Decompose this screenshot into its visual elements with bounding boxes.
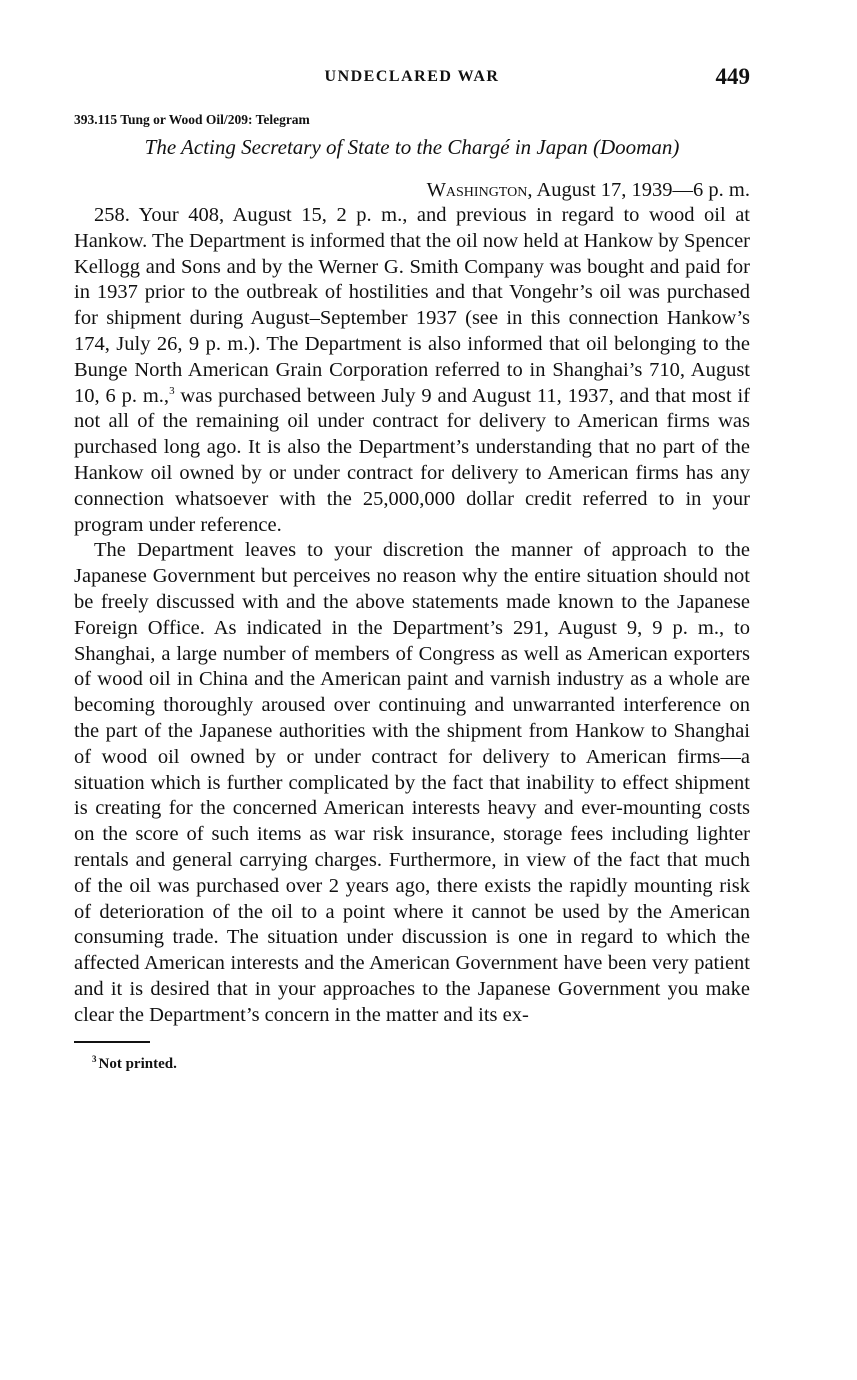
paragraph-2: The Department leaves to your discretion the manner of approach to the Japanese Government but perceives no reason why the entire situation should not be freely discussed with and the above statements made known to the Japanese Foreign Office. As indicated in the Department’s 291, August 9, 9 p. m., to Shanghai, a large number of members of Congress as well as American exporters of wood oil in China and the American paint and varnish industry as a whole are becoming thoroughly aroused over continuing and unwarranted interference on the part of the Japanese authorities with the shipment from Hankow to Shanghai of wood oil owned by or under contract for delivery to American firms—a situation which is further complicated by the fact that inability to effect shipment is creating for the concerned American interests heavy and ever-mounting costs on the score of such items as war risk insurance, storage fees including lighter rentals and general carrying charges. Furthermore, in view of the fact that much of the oil was purchased over 2 years ago, there exists the rapidly mounting risk of deterioration of the oil to a point where it cannot be used by the American consuming trade. The situation under discussion is one in regard to which the affected American interests and the American Government have been very patient and it is desired that in your approaches to the Japanese Government you make clear the Department’s concern in the matter and its ex-: [74, 539, 750, 1026]
document-page: [74, 64, 750, 1073]
paragraph-1: [74, 203, 750, 538]
footnote-reference: 3: [169, 384, 175, 397]
footnote-divider: [74, 1041, 150, 1043]
dateline-date: , August 17, 1939—6 p. m.: [527, 179, 750, 201]
heading-recipient: Dooman: [599, 135, 673, 159]
page-number: 449: [715, 64, 750, 89]
dateline: [74, 177, 750, 203]
footnote-marker: 3: [92, 1053, 97, 1064]
telegram-body: [74, 203, 750, 1029]
dateline-place: Washington: [426, 179, 528, 201]
heading-close: ): [672, 135, 680, 159]
running-title: UNDECLARED WAR: [324, 68, 500, 85]
file-reference: 393.115 Tung or Wood Oil/209: Telegram: [74, 112, 310, 127]
paragraph-1-part-2: was purchased between July 9 and August 11, 1937, and that most if not all of the remaining oil under contract for delivery to American firms was purchased long ago. It is also the Department’s understanding that no part of the Hankow oil owned by or under contract for delivery to American firms has any connection whatsoever with the 25,000,000 dollar credit referred to in your program under reference.: [74, 384, 750, 536]
heading-title: The Acting Secretary of State to the Chargé in Japan (: [144, 135, 600, 159]
paragraph-1-part-1: 258. Your 408, August 15, 2 p. m., and previous in regard to wood oil at Hankow. The Department is informed that the oil now held at Hankow by Spencer Kellogg and Sons and by the Werner G. Smith Company was bought and paid for in 1937 prior to the outbreak of hostilities and that Vongehr’s oil was purchased for shipment during August–September 1937 (see in this connection Hankow’s 174, July 26, 9 p. m.). The Department is also informed that oil belonging to the Bunge North American Grain Corporation referred to in Shanghai’s 710, August 10, 6 p. m.,: [74, 204, 750, 407]
footnote-text: Not printed.: [98, 1055, 177, 1072]
footnote: [74, 1055, 750, 1073]
running-head: [74, 64, 750, 94]
document-heading: [74, 133, 750, 161]
